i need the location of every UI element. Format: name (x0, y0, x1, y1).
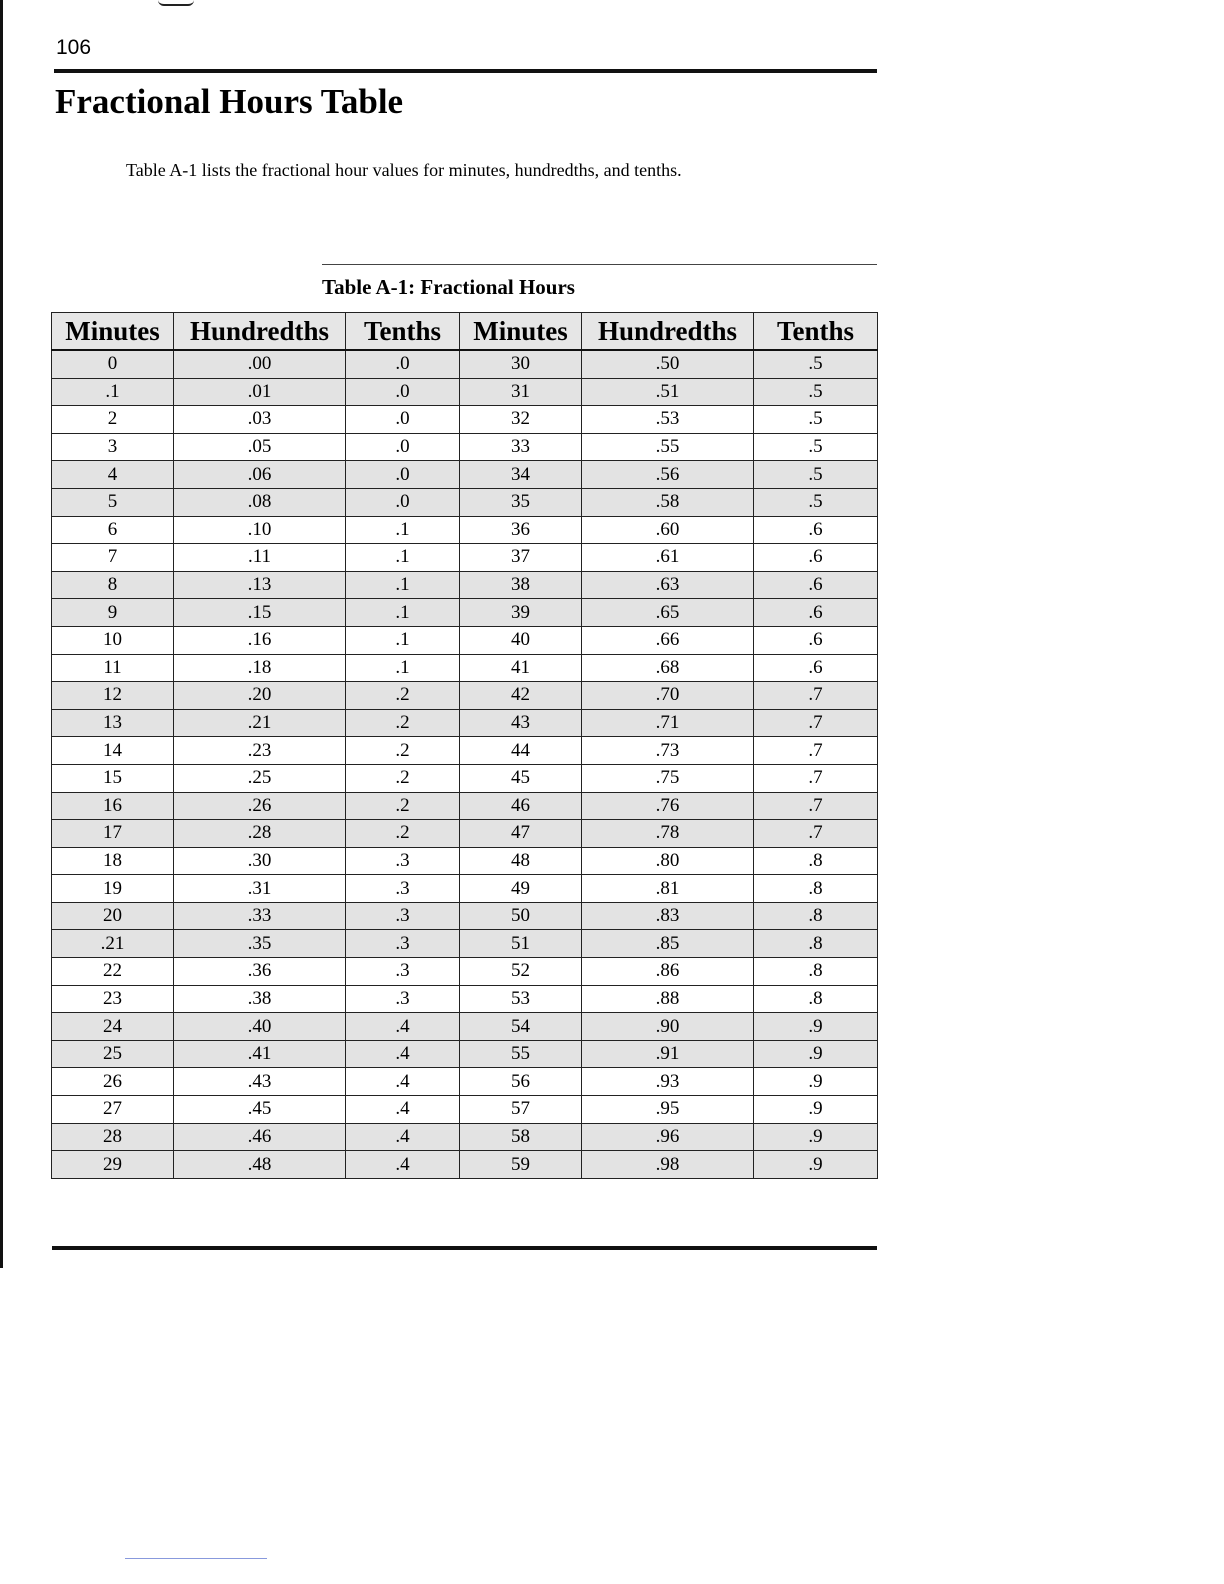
table-row (52, 350, 878, 378)
cell-minutes: 18 (52, 847, 174, 875)
cell-tenths: .4 (346, 1151, 460, 1179)
cell-minutes: 22 (52, 958, 174, 986)
cell-hundredths: .85 (582, 930, 754, 958)
cell-hundredths: .18 (174, 654, 346, 682)
cell-hundredths: .00 (174, 350, 346, 378)
cell-minutes: 11 (52, 654, 174, 682)
cell-minutes: 17 (52, 820, 174, 848)
cell-tenths: .9 (754, 1123, 878, 1151)
cell-minutes: 2 (52, 406, 174, 434)
cell-hundredths: .38 (174, 985, 346, 1013)
table-row (52, 820, 878, 848)
top-edge-mark (158, 0, 194, 6)
cell-hundredths: .60 (582, 516, 754, 544)
cell-hundredths: .20 (174, 682, 346, 710)
cell-hundredths: .45 (174, 1096, 346, 1124)
cell-tenths: .0 (346, 378, 460, 406)
cell-tenths: .7 (754, 709, 878, 737)
cell-tenths: .0 (346, 461, 460, 489)
cell-hundredths: .80 (582, 847, 754, 875)
cell-hundredths: .93 (582, 1068, 754, 1096)
cell-tenths: .3 (346, 875, 460, 903)
intro-paragraph: Table A-1 lists the fractional hour values for minutes, hundredths, and tenths. (126, 160, 682, 180)
cell-hundredths: .50 (582, 350, 754, 378)
cell-tenths: .7 (754, 737, 878, 765)
cell-minutes: 23 (52, 985, 174, 1013)
cell-hundredths: .28 (174, 820, 346, 848)
cell-tenths: .8 (754, 902, 878, 930)
cell-tenths: .4 (346, 1096, 460, 1124)
column-header-tenths: Tenths (346, 313, 460, 351)
table-row (52, 571, 878, 599)
cell-minutes: 20 (52, 902, 174, 930)
cell-tenths: .2 (346, 737, 460, 765)
cell-hundredths: .63 (582, 571, 754, 599)
cell-minutes: 26 (52, 1068, 174, 1096)
cell-minutes: .21 (52, 930, 174, 958)
cell-minutes: 13 (52, 709, 174, 737)
cell-tenths: .0 (346, 350, 460, 378)
column-header-minutes: Minutes (52, 313, 174, 351)
table-row (52, 1123, 878, 1151)
cell-minutes: .1 (52, 378, 174, 406)
table-row (52, 1096, 878, 1124)
cell-tenths: .9 (754, 1151, 878, 1179)
table-row (52, 737, 878, 765)
cell-minutes: 50 (460, 902, 582, 930)
cell-hundredths: .25 (174, 764, 346, 792)
cell-hundredths: .83 (582, 902, 754, 930)
cell-tenths: .2 (346, 709, 460, 737)
cell-hundredths: .26 (174, 792, 346, 820)
cell-tenths: .5 (754, 488, 878, 516)
cell-minutes: 49 (460, 875, 582, 903)
cell-tenths: .4 (346, 1068, 460, 1096)
page-number: 106 (56, 36, 92, 59)
cell-hundredths: .21 (174, 709, 346, 737)
cell-tenths: .4 (346, 1040, 460, 1068)
cell-tenths: .8 (754, 847, 878, 875)
cell-hundredths: .58 (582, 488, 754, 516)
cell-hundredths: .30 (174, 847, 346, 875)
cell-tenths: .8 (754, 958, 878, 986)
cell-tenths: .1 (346, 654, 460, 682)
cell-hundredths: .05 (174, 433, 346, 461)
cell-minutes: 9 (52, 599, 174, 627)
column-header-tenths: Tenths (754, 313, 878, 351)
cell-minutes: 25 (52, 1040, 174, 1068)
cell-tenths: .4 (346, 1013, 460, 1041)
cell-hundredths: .90 (582, 1013, 754, 1041)
page-title: Fractional Hours Table (55, 82, 404, 121)
cell-hundredths: .41 (174, 1040, 346, 1068)
cell-tenths: .1 (346, 571, 460, 599)
cell-minutes: 59 (460, 1151, 582, 1179)
cell-hundredths: .98 (582, 1151, 754, 1179)
cell-minutes: 0 (52, 350, 174, 378)
table-row (52, 985, 878, 1013)
table-row (52, 626, 878, 654)
cell-hundredths: .91 (582, 1040, 754, 1068)
cell-minutes: 14 (52, 737, 174, 765)
cell-tenths: .9 (754, 1013, 878, 1041)
cell-hundredths: .15 (174, 599, 346, 627)
cell-minutes: 33 (460, 433, 582, 461)
cell-minutes: 34 (460, 461, 582, 489)
cell-hundredths: .76 (582, 792, 754, 820)
cell-tenths: .5 (754, 433, 878, 461)
cell-tenths: .8 (754, 875, 878, 903)
cell-minutes: 39 (460, 599, 582, 627)
cell-hundredths: .03 (174, 406, 346, 434)
cell-tenths: .9 (754, 1040, 878, 1068)
table-row (52, 433, 878, 461)
table-row (52, 709, 878, 737)
cell-tenths: .2 (346, 682, 460, 710)
cell-minutes: 58 (460, 1123, 582, 1151)
cell-tenths: .0 (346, 488, 460, 516)
cell-hundredths: .71 (582, 709, 754, 737)
cell-minutes: 31 (460, 378, 582, 406)
cell-minutes: 52 (460, 958, 582, 986)
cell-tenths: .4 (346, 1123, 460, 1151)
cell-hundredths: .68 (582, 654, 754, 682)
cell-minutes: 48 (460, 847, 582, 875)
cell-hundredths: .46 (174, 1123, 346, 1151)
cell-hundredths: .75 (582, 764, 754, 792)
cell-minutes: 27 (52, 1096, 174, 1124)
table-row (52, 378, 878, 406)
table-row (52, 875, 878, 903)
cell-minutes: 30 (460, 350, 582, 378)
table-row (52, 1013, 878, 1041)
table-row (52, 847, 878, 875)
cell-tenths: .6 (754, 571, 878, 599)
cell-tenths: .7 (754, 682, 878, 710)
cell-hundredths: .01 (174, 378, 346, 406)
cell-hundredths: .40 (174, 1013, 346, 1041)
cell-minutes: 46 (460, 792, 582, 820)
cell-minutes: 51 (460, 930, 582, 958)
table-caption: Table A-1: Fractional Hours (322, 275, 575, 299)
table-row (52, 406, 878, 434)
footer-rule (52, 1246, 877, 1250)
cell-hundredths: .35 (174, 930, 346, 958)
cell-hundredths: .56 (582, 461, 754, 489)
cell-minutes: 57 (460, 1096, 582, 1124)
table-row (52, 682, 878, 710)
cell-minutes: 45 (460, 764, 582, 792)
cell-tenths: .7 (754, 792, 878, 820)
cell-hundredths: .88 (582, 985, 754, 1013)
cell-tenths: .6 (754, 599, 878, 627)
table-row (52, 516, 878, 544)
cell-minutes: 41 (460, 654, 582, 682)
cell-tenths: .3 (346, 930, 460, 958)
fractional-hours-table (51, 312, 878, 1179)
cell-minutes: 16 (52, 792, 174, 820)
table-row (52, 792, 878, 820)
cell-minutes: 54 (460, 1013, 582, 1041)
table-row (52, 1068, 878, 1096)
cell-minutes: 35 (460, 488, 582, 516)
cell-tenths: .6 (754, 654, 878, 682)
table-row (52, 488, 878, 516)
cell-hundredths: .51 (582, 378, 754, 406)
cell-hundredths: .78 (582, 820, 754, 848)
cell-hundredths: .36 (174, 958, 346, 986)
cell-hundredths: .73 (582, 737, 754, 765)
column-header-hundredths: Hundredths (582, 313, 754, 351)
cell-tenths: .1 (346, 599, 460, 627)
table-row (52, 544, 878, 572)
cell-minutes: 38 (460, 571, 582, 599)
cell-tenths: .5 (754, 406, 878, 434)
cell-tenths: .1 (346, 626, 460, 654)
cell-hundredths: .11 (174, 544, 346, 572)
cell-tenths: .7 (754, 820, 878, 848)
cell-hundredths: .06 (174, 461, 346, 489)
table-row (52, 1040, 878, 1068)
cell-tenths: .7 (754, 764, 878, 792)
cell-minutes: 15 (52, 764, 174, 792)
cell-minutes: 40 (460, 626, 582, 654)
cell-hundredths: .08 (174, 488, 346, 516)
cell-hundredths: .53 (582, 406, 754, 434)
cell-minutes: 55 (460, 1040, 582, 1068)
cell-hundredths: .65 (582, 599, 754, 627)
cell-minutes: 36 (460, 516, 582, 544)
cell-tenths: .5 (754, 378, 878, 406)
cell-hundredths: .10 (174, 516, 346, 544)
cell-minutes: 47 (460, 820, 582, 848)
cell-hundredths: .23 (174, 737, 346, 765)
cell-tenths: .0 (346, 406, 460, 434)
cell-minutes: 24 (52, 1013, 174, 1041)
table-header-row (52, 313, 878, 351)
cell-hundredths: .48 (174, 1151, 346, 1179)
cell-tenths: .8 (754, 985, 878, 1013)
table-row (52, 654, 878, 682)
cell-hundredths: .13 (174, 571, 346, 599)
cell-hundredths: .43 (174, 1068, 346, 1096)
cell-tenths: .9 (754, 1068, 878, 1096)
cell-hundredths: .86 (582, 958, 754, 986)
cell-tenths: .3 (346, 958, 460, 986)
cell-minutes: 5 (52, 488, 174, 516)
cell-minutes: 28 (52, 1123, 174, 1151)
cell-hundredths: .96 (582, 1123, 754, 1151)
cell-minutes: 42 (460, 682, 582, 710)
cell-minutes: 8 (52, 571, 174, 599)
cell-tenths: .6 (754, 516, 878, 544)
table-row (52, 1151, 878, 1179)
cell-tenths: .5 (754, 461, 878, 489)
cell-minutes: 19 (52, 875, 174, 903)
cell-tenths: .0 (346, 433, 460, 461)
cell-minutes: 53 (460, 985, 582, 1013)
table-row (52, 930, 878, 958)
cell-minutes: 32 (460, 406, 582, 434)
cell-minutes: 37 (460, 544, 582, 572)
bottom-link-rule (125, 1558, 267, 1559)
cell-hundredths: .95 (582, 1096, 754, 1124)
cell-minutes: 44 (460, 737, 582, 765)
table-row (52, 599, 878, 627)
cell-tenths: .1 (346, 544, 460, 572)
cell-hundredths: .55 (582, 433, 754, 461)
cell-hundredths: .81 (582, 875, 754, 903)
cell-minutes: 3 (52, 433, 174, 461)
cell-minutes: 7 (52, 544, 174, 572)
left-margin-rule (0, 0, 3, 1268)
column-header-hundredths: Hundredths (174, 313, 346, 351)
cell-tenths: .3 (346, 985, 460, 1013)
header-rule (54, 69, 877, 73)
cell-hundredths: .31 (174, 875, 346, 903)
table-row (52, 958, 878, 986)
cell-minutes: 56 (460, 1068, 582, 1096)
cell-hundredths: .16 (174, 626, 346, 654)
cell-tenths: .8 (754, 930, 878, 958)
cell-tenths: .9 (754, 1096, 878, 1124)
cell-minutes: 6 (52, 516, 174, 544)
cell-minutes: 12 (52, 682, 174, 710)
cell-hundredths: .66 (582, 626, 754, 654)
cell-tenths: .3 (346, 902, 460, 930)
cell-minutes: 10 (52, 626, 174, 654)
cell-hundredths: .61 (582, 544, 754, 572)
cell-tenths: .5 (754, 350, 878, 378)
cell-hundredths: .33 (174, 902, 346, 930)
caption-rule (322, 264, 877, 265)
cell-minutes: 29 (52, 1151, 174, 1179)
cell-tenths: .2 (346, 764, 460, 792)
cell-tenths: .3 (346, 847, 460, 875)
cell-tenths: .6 (754, 626, 878, 654)
cell-minutes: 43 (460, 709, 582, 737)
table-body (52, 350, 878, 1178)
table-row (52, 764, 878, 792)
column-header-minutes: Minutes (460, 313, 582, 351)
cell-hundredths: .70 (582, 682, 754, 710)
cell-minutes: 4 (52, 461, 174, 489)
cell-tenths: .2 (346, 792, 460, 820)
cell-tenths: .6 (754, 544, 878, 572)
cell-tenths: .1 (346, 516, 460, 544)
table-row (52, 461, 878, 489)
cell-tenths: .2 (346, 820, 460, 848)
table-row (52, 902, 878, 930)
